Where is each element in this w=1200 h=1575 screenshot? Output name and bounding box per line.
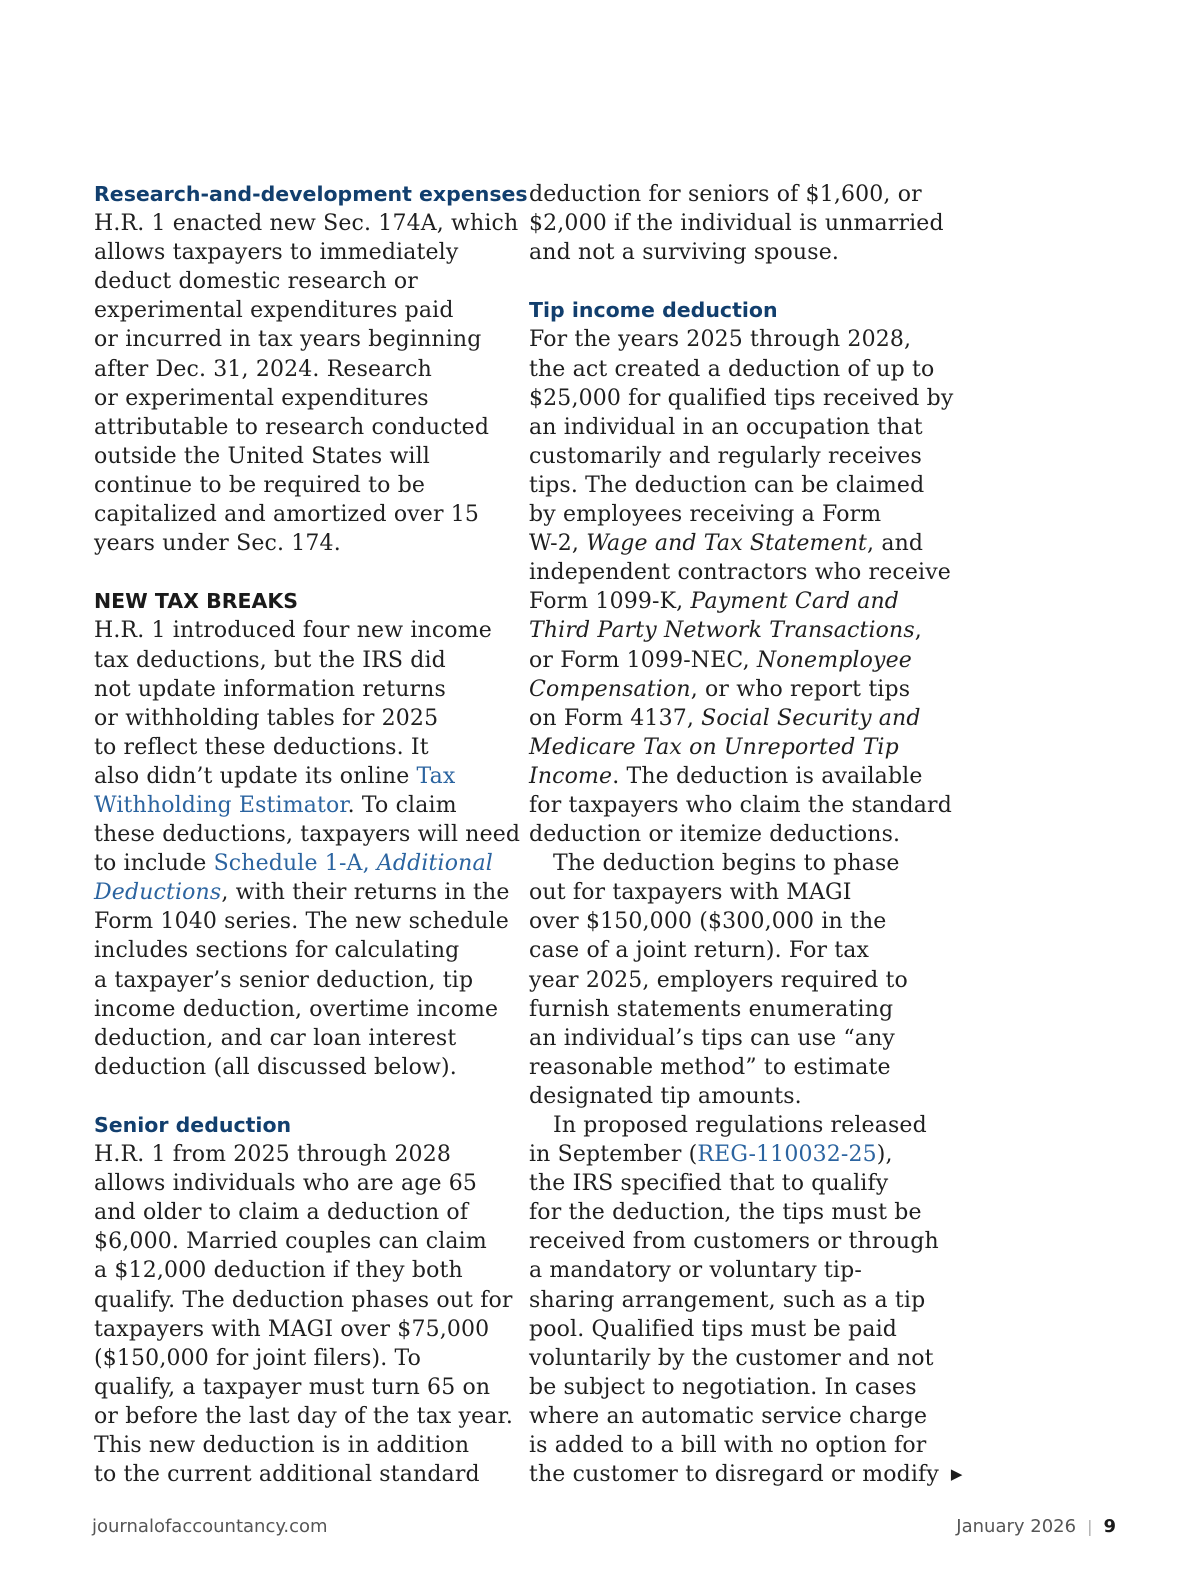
text-line: [529, 704, 954, 733]
text-line: [529, 762, 954, 791]
text-line: a mandatory or voluntary tip-: [529, 1258, 862, 1284]
text-line: continue to be required to be: [94, 472, 426, 498]
text-segment: the customer to disregard or modify: [529, 1462, 939, 1488]
text-line: H.R. 1 introduced four new income: [94, 618, 492, 644]
text-line: designated tip amounts.: [529, 1083, 802, 1109]
form-title-italic: Third Party Network Transactions: [529, 618, 915, 644]
text-line: [94, 791, 514, 820]
continue-arrow-icon: ▶: [950, 1465, 963, 1484]
text-line: these deductions, taxpayers will need: [94, 822, 521, 848]
form-title-italic: Social Security and: [701, 705, 921, 731]
text-line: the act created a deduction of up to: [529, 356, 935, 382]
form-title-italic: Income: [529, 763, 613, 789]
text-line: independent contractors who receive: [529, 560, 951, 586]
tip-income-paragraph: [529, 325, 954, 849]
text-line: deduction or itemize deductions.: [529, 822, 901, 848]
proposed-regulations-paragraph: [529, 1111, 963, 1489]
text-segment: . To claim: [347, 792, 457, 818]
text-line: capitalized and amortized over 15: [94, 502, 480, 528]
text-line: H.R. 1 enacted new Sec. 174A, which: [94, 211, 519, 237]
text-line: a $12,000 deduction if they both: [94, 1258, 463, 1284]
text-segment: . The deduction is available: [612, 763, 923, 789]
text-line: In proposed regulations released: [553, 1113, 927, 1138]
text-line: after Dec. 31, 2024. Research: [94, 356, 432, 382]
new-tax-breaks-paragraph: [94, 616, 521, 1082]
text-segment: ,: [914, 618, 922, 644]
text-line: received from customers or through: [529, 1229, 939, 1255]
text-line: deduction for seniors of $1,600, or: [529, 182, 922, 207]
text-line: [529, 529, 954, 558]
text-segment: , or who report tips: [690, 676, 911, 702]
text-line: [529, 1460, 963, 1489]
text-line: [94, 762, 514, 791]
senior-deduction-paragraph: [94, 1140, 514, 1489]
text-segment: , with their returns in the: [221, 880, 510, 906]
text-line: [94, 878, 514, 907]
text-line: Form 1040 series. The new schedule: [94, 909, 509, 935]
tax-withholding-estimator-link[interactable]: Tax: [416, 763, 456, 789]
text-line: not update information returns: [94, 676, 446, 702]
text-line: customarily and regularly receives: [529, 443, 922, 469]
text-line: ($150,000 for joint filers). To: [94, 1345, 422, 1371]
text-line: and not a surviving spouse.: [529, 240, 840, 266]
footer-date: January 2026: [956, 1516, 1077, 1537]
text-line: For the years 2025 through 2028,: [529, 327, 912, 353]
schedule-1a-link-italic[interactable]: Additional: [376, 851, 493, 877]
text-line: [529, 587, 954, 616]
text-line: or experimental expenditures: [94, 385, 429, 411]
text-line: [529, 616, 954, 645]
text-line: or before the last day of the tax year.: [94, 1403, 513, 1429]
text-line: $25,000 for qualified tips received by: [529, 385, 954, 411]
text-line: sharing arrangement, such as a tip: [529, 1287, 926, 1313]
text-line: an individual in an occupation that: [529, 414, 923, 440]
text-segment: or Form 1099-NEC,: [529, 647, 757, 673]
form-title-italic: Payment Card and: [690, 589, 900, 615]
text-segment: in September (: [529, 1142, 698, 1168]
text-line: for taxpayers who claim the standard: [529, 792, 952, 818]
paragraph-gap: [94, 1082, 514, 1111]
text-line: years under Sec. 174.: [94, 531, 341, 557]
text-line: experimental expenditures paid: [94, 298, 454, 324]
form-title-italic: Wage and Tax Statement: [586, 531, 868, 557]
text-line: includes sections for calculating: [94, 938, 460, 964]
text-line: voluntarily by the customer and not: [529, 1345, 934, 1371]
text-line: tax deductions, but the IRS did: [94, 647, 446, 673]
page-number: 9: [1103, 1516, 1116, 1537]
senior-deduction-heading: Senior deduction: [94, 1113, 292, 1137]
text-segment: ),: [876, 1142, 893, 1168]
senior-deduction-continued: [529, 180, 954, 267]
text-line: over $150,000 ($300,000 in the: [529, 909, 887, 935]
rd-heading: Research-and-development expenses: [94, 182, 528, 206]
text-line: be subject to negotiation. In cases: [529, 1374, 917, 1400]
text-line: by employees receiving a Form: [529, 502, 882, 528]
reg-110032-25-link[interactable]: REG-110032-25: [697, 1142, 877, 1168]
text-segment: Form 1099-K,: [529, 589, 691, 615]
text-line: pool. Qualified tips must be paid: [529, 1316, 898, 1342]
right-column: [529, 180, 963, 1489]
text-line: attributable to research conducted: [94, 414, 490, 440]
text-line: tips. The deduction can be claimed: [529, 472, 925, 498]
text-line: qualify. The deduction phases out for: [94, 1287, 513, 1313]
text-line: or incurred in tax years beginning: [94, 327, 482, 353]
text-line: [529, 1140, 954, 1169]
text-segment: also didn’t update its online: [94, 763, 417, 789]
text-line: allows taxpayers to immediately: [94, 240, 459, 266]
text-line: The deduction begins to phase: [553, 851, 900, 877]
form-title-italic: Medicare Tax on Unreported Tip: [529, 734, 899, 760]
rd-paragraph: [94, 209, 519, 558]
text-line: year 2025, employers required to: [529, 967, 908, 993]
text-line: [94, 849, 514, 878]
paragraph-gap: [94, 558, 514, 587]
text-line: for the deduction, the tips must be: [529, 1200, 922, 1226]
text-line: taxpayers with MAGI over $75,000: [94, 1316, 490, 1342]
text-line: or withholding tables for 2025: [94, 705, 439, 731]
text-line: out for taxpayers with MAGI: [529, 880, 852, 906]
tax-withholding-estimator-link-cont[interactable]: Withholding Estimator: [94, 792, 348, 818]
form-title-italic: Compensation: [529, 676, 691, 702]
text-line: qualify, a taxpayer must turn 65 on: [94, 1374, 491, 1400]
text-line: where an automatic service charge: [529, 1403, 928, 1429]
new-tax-breaks-heading: NEW TAX BREAKS: [94, 589, 299, 614]
tip-income-heading: Tip income deduction: [529, 298, 778, 323]
text-line: a taxpayer’s senior deduction, tip: [94, 967, 474, 993]
text-line: the IRS specified that to qualify: [529, 1171, 889, 1197]
text-line: H.R. 1 from 2025 through 2028: [94, 1142, 451, 1168]
text-line: to the current additional standard: [94, 1462, 480, 1488]
text-line: $2,000 if the individual is unmarried: [529, 211, 944, 237]
text-line: reasonable method” to estimate: [529, 1054, 891, 1080]
footer-page-info: [956, 1516, 1116, 1537]
text-line: is added to a bill with no option for: [529, 1433, 927, 1459]
footer-separator: |: [1087, 1517, 1093, 1536]
text-line: This new deduction is in addition: [94, 1433, 470, 1459]
text-line: case of a joint return). For tax: [529, 938, 870, 964]
text-line: outside the United States will: [94, 443, 430, 469]
form-title-italic: Nonemployee: [756, 647, 912, 673]
phase-out-paragraph: [529, 849, 954, 1111]
text-line: [529, 646, 954, 675]
text-line: and older to claim a deduction of: [94, 1200, 469, 1226]
text-line: deduction (all discussed below).: [94, 1054, 457, 1080]
text-segment: on Form 4137,: [529, 705, 702, 731]
text-line: deduction, and car loan interest: [94, 1025, 457, 1051]
paragraph-gap: [529, 267, 954, 296]
text-line: income deduction, overtime income: [94, 996, 499, 1022]
text-segment: W-2,: [529, 531, 587, 557]
text-segment: to include: [94, 851, 214, 877]
footer-site: journalofaccountancy.com: [92, 1516, 328, 1537]
schedule-1a-link-cont[interactable]: Deductions: [94, 880, 222, 906]
left-column: [94, 180, 528, 1489]
text-line: allows individuals who are age 65: [94, 1171, 478, 1197]
text-line: deduct domestic research or: [94, 269, 418, 295]
text-line: [529, 675, 954, 704]
text-line: $6,000. Married couples can claim: [94, 1229, 487, 1255]
text-segment: , and: [867, 531, 924, 557]
schedule-1a-link[interactable]: Schedule 1-A,: [213, 851, 377, 877]
text-line: furnish statements enumerating: [529, 996, 894, 1022]
text-line: an individual’s tips can use “any: [529, 1025, 895, 1051]
text-line: to reflect these deductions. It: [94, 734, 429, 760]
text-line: [529, 733, 954, 762]
